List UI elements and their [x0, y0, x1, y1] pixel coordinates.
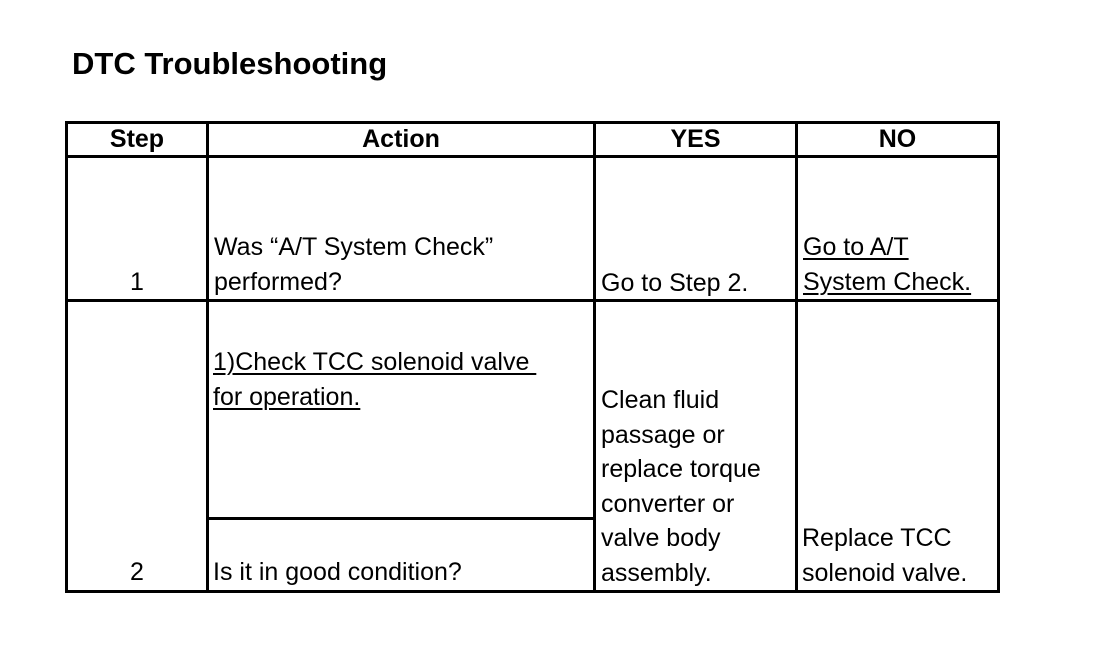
header-no: NO [878, 125, 917, 153]
action-sub-divider [206, 517, 596, 520]
row1-action-line1: Was “A/T System Check” [214, 233, 494, 261]
row2-yes-line3: replace torque [601, 455, 761, 483]
row1-yes: Go to Step 2. [601, 269, 749, 297]
header-step: Step [109, 125, 165, 153]
row2-action-link-line1[interactable]: 1)Check TCC solenoid valve [213, 348, 537, 376]
header-yes: YES [670, 125, 721, 153]
row2-yes-line2: passage or [601, 421, 725, 449]
row2-yes-line5: valve body [601, 524, 721, 552]
row1-no-link-line2[interactable]: System Check. [803, 268, 972, 296]
dtc-table [65, 121, 1000, 593]
row1-no-link-line1[interactable]: Go to A/T [803, 233, 909, 261]
column-divider-yes-no [795, 121, 798, 593]
row2-step: 2 [130, 558, 144, 586]
page-title: DTC Troubleshooting [72, 46, 388, 81]
header-row-divider [65, 155, 1000, 158]
row2-question: Is it in good condition? [213, 558, 462, 586]
column-divider-step-action [206, 121, 209, 593]
row2-no-line1: Replace TCC [802, 524, 952, 552]
row2-no-line2: solenoid valve. [802, 559, 968, 587]
row1-step: 1 [130, 268, 144, 296]
row2-action-link-line2[interactable]: for operation. [213, 383, 361, 411]
row2-yes-line1: Clean fluid [601, 386, 720, 414]
row1-action-line2: performed? [214, 268, 342, 296]
row2-yes-line6: assembly. [601, 559, 712, 587]
header-action: Action [362, 125, 440, 153]
table-border-right [997, 121, 1000, 593]
table-border-left [65, 121, 68, 593]
column-divider-action-yes [593, 121, 596, 593]
row2-yes-line4: converter or [601, 490, 735, 518]
